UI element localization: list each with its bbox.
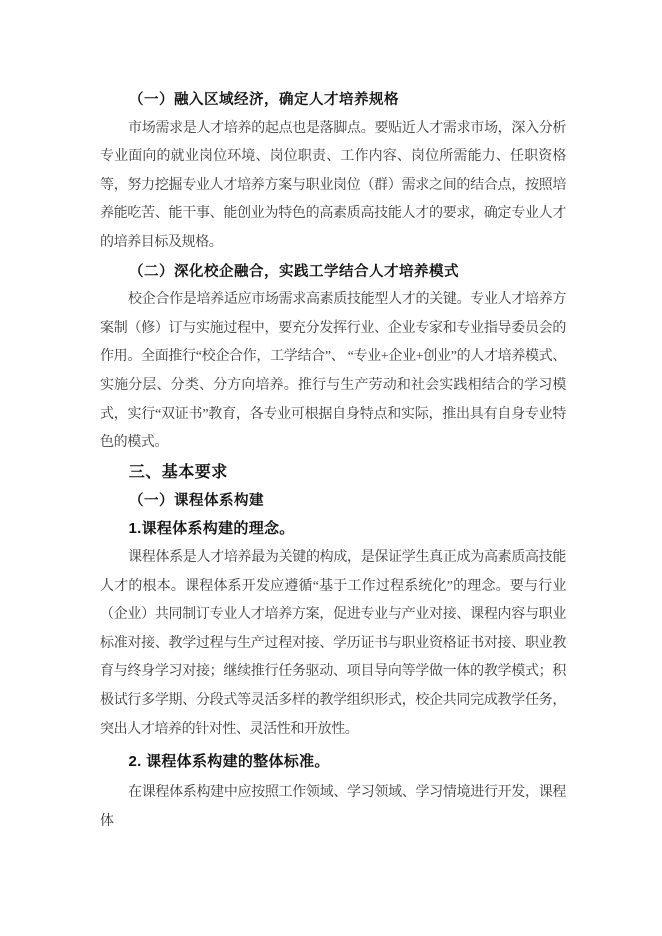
paragraph-school-enterprise-cooperation: 校企合作是培养适应市场需求高素质技能型人才的关键。专业人才培养方案制（修）订与实施过程中，要充分发挥行业、企业专家和专业指导委员会的作用。全面推行“校企合作，工学结合”、 “专业+企业+创业”的人才培养模式、实施分层、分类、分方向培养。推行与生产劳动和社会实践相结合的学习模式，实行“双证书”教育，各专业可根据自身特点和实际，推出具有自身专业特色的模式。	[100, 292, 566, 451]
paragraph-curriculum-concept: 课程体系是人才培养最为关键的构成，是保证学生真正成为高素质高技能人才的根本。课程体系开发应遵循“基于工作过程系统化”的理念。要与行业（企业）共同制订专业人才培养方案，促进专业与产业对接、课程内容与职业标准对接、教学过程与生产过程对接、学历证书与职业资格证书对接、职业教育与终身学习对接；继续推行任务驱动、项目导向等学做一体的教学模式；积极试行多学期、分段式等灵活多样的教学组织形式，校企共同完成教学任务，突出人才培养的针对性、灵活性和开放性。	[100, 550, 566, 737]
heading-school-enterprise-integration: （二）深化校企融合，实践工学结合人才培养模式	[129, 263, 459, 280]
heading-integrate-regional-economy: （一）融入区域经济，确定人才培养规格	[129, 92, 399, 108]
heading-basic-requirements: 三、基本要求	[128, 463, 228, 481]
heading-curriculum-concept: 1.课程体系构建的理念。	[128, 520, 295, 538]
paragraph-market-demand: 市场需求是人才培养的起点也是落脚点。要贴近人才需求市场，深入分析专业面向的就业岗位环境、岗位职责、工作内容、岗位所需能力、任职资格等，努力挖掘专业人才培养方案与职业岗位（群）需求之间的结合点，按照培养能吃苦、能干事、能创业为特色的高素质高技能人才的要求，确定专业人才的培养目标及规格。	[100, 120, 566, 250]
heading-curriculum-system-construction: （一）课程体系构建	[129, 492, 264, 509]
paragraph-curriculum-development: 在课程体系构建中应按照工作领域、学习领域、学习情境进行开发，课程体	[100, 785, 566, 829]
heading-curriculum-overall-standard: 2. 课程体系构建的整体标准。	[128, 753, 330, 771]
